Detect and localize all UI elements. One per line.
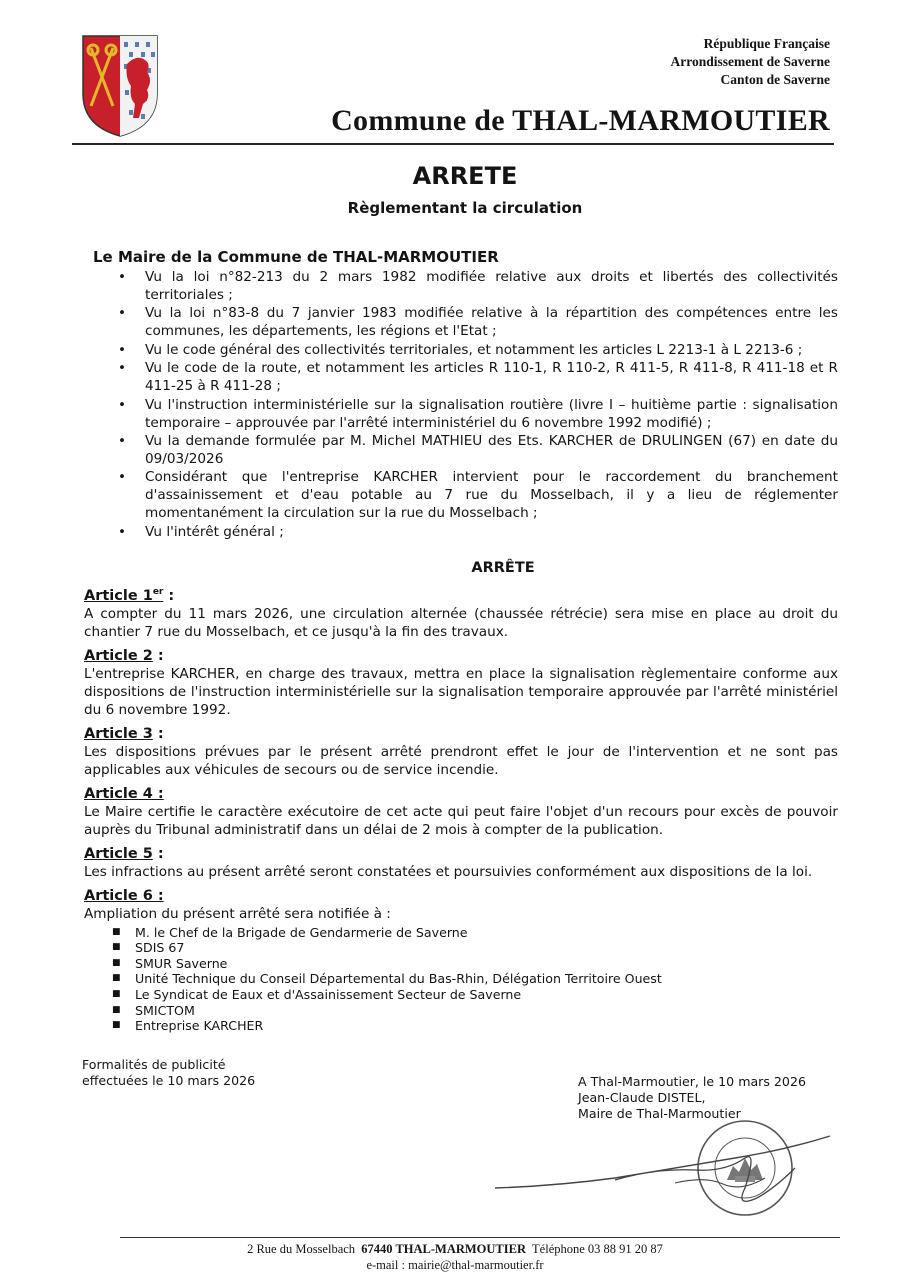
footer-phone: Téléphone 03 88 91 20 87 (532, 1242, 663, 1256)
article-1 (84, 583, 838, 641)
recipient-text: SMUR Saverne (135, 955, 228, 971)
article-label: Article 5 (84, 845, 153, 862)
publicity-formalities (82, 1057, 255, 1089)
document-subtitle: Règlementant la circulation (347, 199, 583, 217)
article-label: Article 1er (84, 586, 164, 604)
article-colon: : (163, 587, 175, 604)
coat-of-arms (81, 34, 159, 138)
square-bullet-icon: ■ (112, 942, 121, 953)
article-colon: : (152, 647, 164, 664)
article-6 (84, 887, 838, 1034)
list-item (84, 468, 838, 522)
footer-postal: 67440 THAL-MARMOUTIER (361, 1242, 527, 1256)
list-item (84, 268, 838, 304)
article-label: Article 2 (84, 647, 153, 664)
article-superscript: er (152, 586, 164, 597)
list-item (84, 341, 838, 359)
recipient-text: SDIS 67 (135, 940, 185, 956)
list-item (84, 925, 838, 941)
formalities-date: effectuées le 10 mars 2026 (82, 1073, 256, 1088)
considerations-list (84, 268, 838, 541)
list-item (84, 1003, 838, 1019)
bullet-icon: • (118, 305, 127, 322)
recipient-text: M. le Chef de la Brigade de Gendarmerie de Saverne (135, 924, 468, 940)
consideration-text: Vu le code général des collectivités territoriales, et notamment les articles L 2213-1 à L 2213-6 ; (145, 341, 803, 358)
arrondissement-label: Arrondissement de Saverne (670, 54, 830, 69)
article-text: Le Maire certifie le caractère exécutoire de cet acte qui peut faire l'objet d'un recours pour excès de pouvoir auprès du Tribunal administratif dans un délai de 2 mois à compter de la publication. (84, 803, 838, 838)
article-3 (84, 725, 838, 779)
article-label: Article 6 : (84, 887, 164, 904)
signatory-name: Jean-Claude DISTEL, (578, 1090, 706, 1105)
bullet-icon: • (118, 432, 127, 449)
list-item (84, 940, 838, 956)
article-2 (84, 647, 838, 719)
signature-block (578, 1074, 806, 1122)
article-colon: : (152, 725, 164, 742)
signature-place-date: A Thal-Marmoutier, le 10 mars 2026 (578, 1074, 806, 1089)
article-colon: : (152, 845, 164, 862)
mayor-heading: Le Maire de la Commune de THAL-MARMOUTIER (93, 248, 499, 266)
article-text: L'entreprise KARCHER, en charge des travaux, mettra en place la signalisation règlementaire conforme aux dispositions de l'instruction interministérielle sur la signalisation temporaire approuvée par l'arrêté ministériel du 6 novembre 1992. (84, 665, 838, 718)
consideration-text: Vu l'intérêt général ; (145, 523, 284, 540)
bullet-icon: • (118, 523, 127, 540)
recipient-text: SMICTOM (135, 1002, 195, 1018)
article-5 (84, 845, 838, 881)
square-bullet-icon: ■ (112, 926, 121, 937)
bullet-icon: • (118, 269, 127, 285)
list-item (84, 396, 838, 432)
consideration-text: Vu la loi n°83-8 du 7 janvier 1983 modifiée relative à la répartition des compétences entre les communes, les départements, les régions et l'Etat ; (145, 305, 838, 340)
article-label: Article 4 : (84, 785, 164, 802)
recipient-text: Unité Technique du Conseil Départemental du Bas-Rhin, Délégation Territoire Ouest (135, 971, 662, 987)
document-title: ARRETE (412, 162, 518, 190)
footer (0, 1241, 900, 1272)
article-4 (84, 785, 838, 839)
list-item (84, 956, 838, 972)
document-body (84, 248, 838, 1034)
list-item (84, 1018, 838, 1034)
header-jurisdiction (671, 35, 831, 89)
footer-street: 2 Rue du Mosselbach (247, 1242, 356, 1256)
consideration-text: Vu la loi n°82-213 du 2 mars 1982 modifiée relative aux droits et libertés des collectivités territoriales ; (145, 269, 838, 303)
square-bullet-icon: ■ (112, 973, 121, 984)
commune-title: Commune de THAL-MARMOUTIER (331, 104, 830, 137)
header-divider (72, 143, 834, 145)
article-text: Les infractions au présent arrêté seront constatées et poursuivies conformément aux dispositions de la loi. (84, 863, 813, 880)
square-bullet-icon: ■ (112, 957, 121, 968)
article-text: Ampliation du présent arrêté sera notifiée à : (84, 905, 391, 922)
consideration-text: Vu la demande formulée par M. Michel MATHIEU des Ets. KARCHER de DRULINGEN (67) en date du 09/03/2026 (145, 432, 838, 467)
square-bullet-icon: ■ (112, 1004, 121, 1015)
square-bullet-icon: ■ (112, 1020, 121, 1031)
signatory-role: Maire de Thal-Marmoutier (578, 1106, 741, 1121)
list-item (84, 432, 838, 468)
consideration-text: Considérant que l'entreprise KARCHER intervient pour le raccordement du branchement d'assainissement et d'eau potable au 7 rue du Mosselbach, il y a lieu de réglementer momentanément la circulation sur la rue du Mosselbach ; (145, 469, 838, 522)
article-text: A compter du 11 mars 2026, une circulation alternée (chaussée rétrécie) sera mise en place au droit du chantier 7 rue du Mosselbach, et ce jusqu'à la fin des travaux. (84, 605, 838, 640)
bullet-icon: • (118, 341, 127, 358)
recipients-list (84, 925, 838, 1034)
bullet-icon: • (118, 469, 127, 486)
list-item (84, 987, 838, 1003)
footer-email: e-mail : mairie@thal-marmoutier.fr (366, 1258, 544, 1272)
article-text: Les dispositions prévues par le présent arrêté prendront effet le jour de l'intervention et ne sont pas applicables aux véhicules de secours ou de service incendie. (84, 743, 838, 778)
list-item (84, 304, 838, 340)
handwritten-signature (495, 1128, 835, 1228)
list-item (84, 971, 838, 987)
list-item (84, 359, 838, 395)
bullet-icon: • (118, 360, 127, 377)
bullet-icon: • (118, 396, 127, 413)
article-label: Article 3 (84, 725, 153, 742)
square-bullet-icon: ■ (112, 988, 121, 999)
recipient-text: Le Syndicat de Eaux et d'Assainissement Secteur de Saverne (135, 986, 522, 1002)
recipient-text: Entreprise KARCHER (135, 1018, 264, 1034)
republic-label: République Française (703, 36, 830, 51)
consideration-text: Vu le code de la route, et notamment les articles R 110-1, R 110-2, R 411-5, R 411-8, R 411-18 et R 411-25 à R 411-28 ; (145, 360, 838, 395)
footer-divider (120, 1237, 840, 1238)
arrete-heading: ARRÊTE (471, 559, 535, 576)
consideration-text: Vu l'instruction interministérielle sur la signalisation routière (livre I – huitième partie : signalisation temporaire – approuvée par l'arrêté interministériel du 6 novembre 1992 modifié) ; (145, 396, 838, 431)
canton-label: Canton de Saverne (720, 72, 830, 87)
formalities-line: Formalités de publicité (82, 1057, 226, 1072)
list-item (84, 523, 838, 541)
